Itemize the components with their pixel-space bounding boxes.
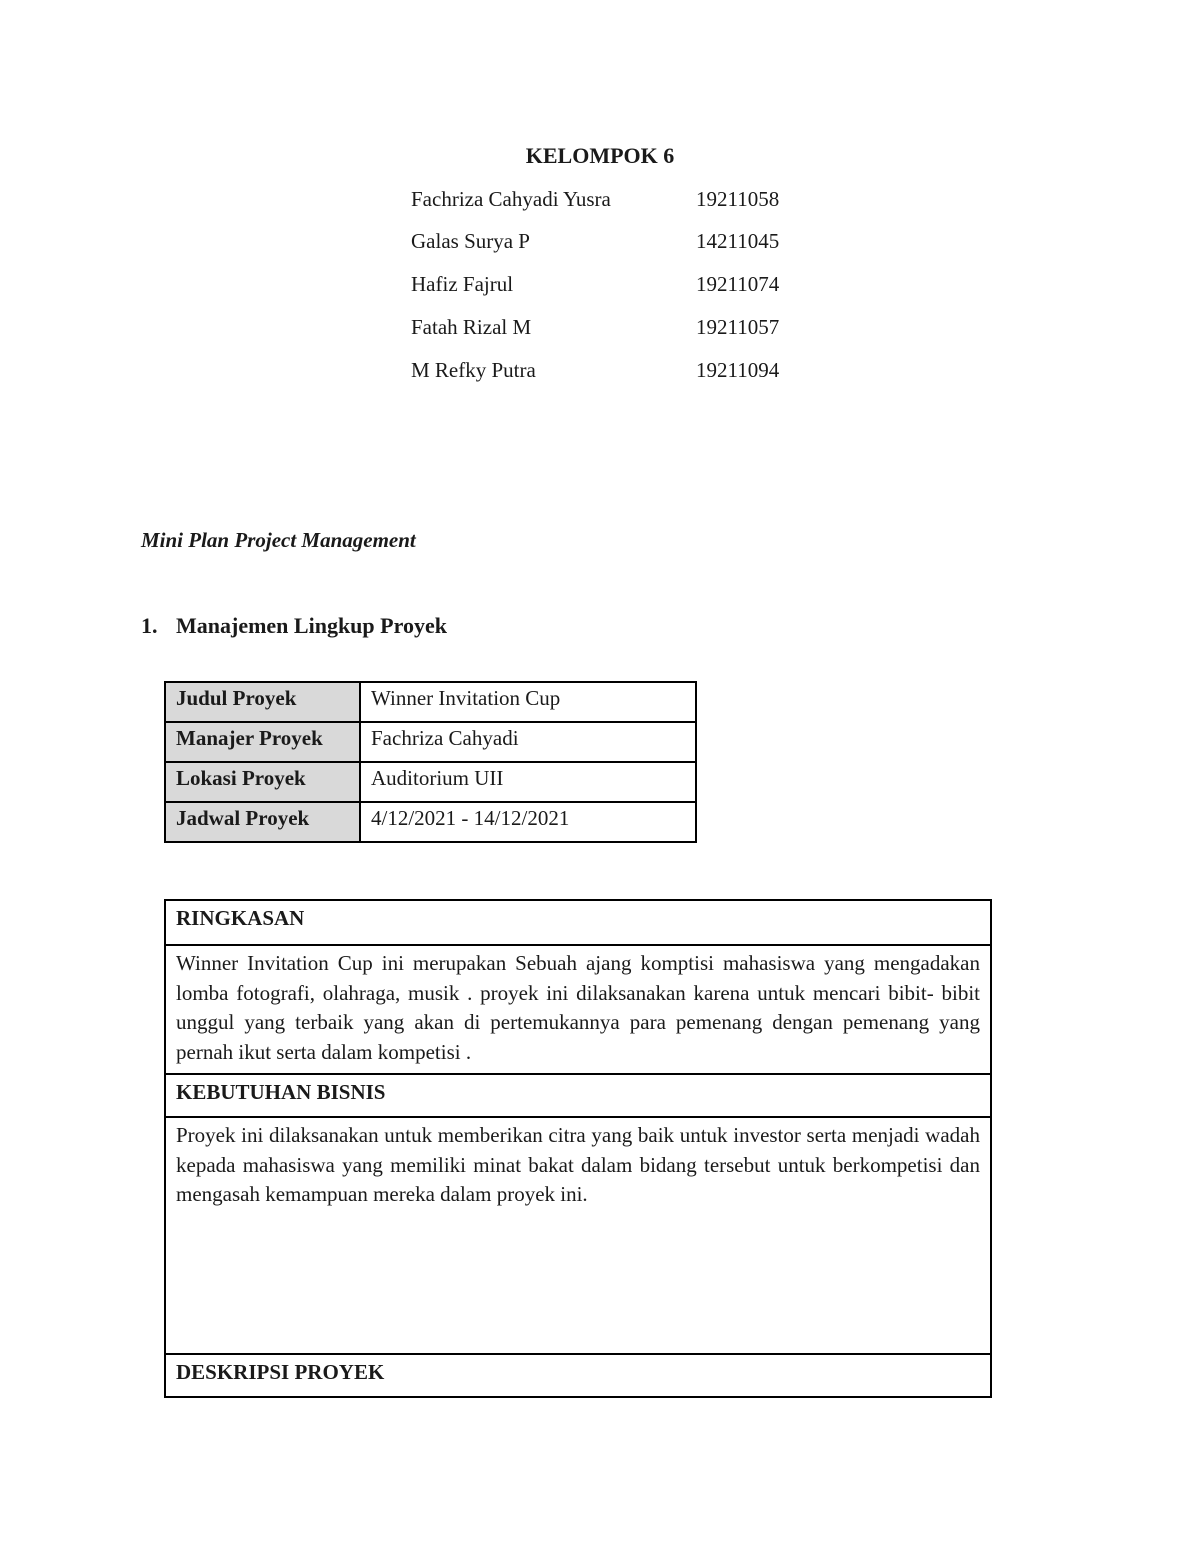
project-summary-table [164, 899, 992, 1398]
ringkasan-text: Winner Invitation Cup ini merupakan Sebuah ajang komptisi mahasiswa yang mengadakan lomba fotografi, olahraga, musik . proyek ini dilaksanakan karena untuk mencari bibit- bibit unggul yang terbaik yang akan di pertemukannya para pemenang dengan pemenang yang pernah ikut serta dalam kompetisi . [166, 944, 990, 1073]
table-row [165, 682, 696, 722]
section-heading-text: Manajemen Lingkup Proyek [176, 613, 447, 638]
kebutuhan-bisnis-heading: KEBUTUHAN BISNIS [166, 1073, 990, 1116]
project-info-table [164, 681, 697, 843]
deskripsi-proyek-heading: DESKRIPSI PROYEK [166, 1353, 990, 1396]
member-name: M Refky Putra [411, 358, 536, 382]
project-info-value: Auditorium UII [360, 762, 696, 802]
project-info-value: Winner Invitation Cup [360, 682, 696, 722]
ringkasan-heading: RINGKASAN [176, 906, 305, 930]
section-number: 1. [141, 613, 158, 638]
project-info-label: Judul Proyek [165, 682, 360, 722]
member-name: Hafiz Fajrul [411, 272, 514, 296]
member-row [411, 356, 831, 384]
member-id: 19211058 [696, 187, 780, 211]
project-info-value: Fachriza Cahyadi [360, 722, 696, 762]
project-info-label: Manajer Proyek [165, 722, 360, 762]
table-row [165, 802, 696, 842]
kebutuhan-bisnis-text: Proyek ini dilaksanakan untuk memberikan citra yang baik untuk investor serta menjadi wadah kepada mahasiswa yang memiliki minat bakat dalam bidang tersebut untuk berkompetisi dan mengasah kemampuan mereka dalam proyek ini. [166, 1116, 990, 1353]
project-info-value: 4/12/2021 - 14/12/2021 [360, 802, 696, 842]
document-title: Mini Plan Project Management [141, 528, 416, 552]
member-row [411, 313, 831, 341]
member-row [411, 227, 831, 255]
table-row [165, 722, 696, 762]
table-row [165, 762, 696, 802]
member-row [411, 270, 831, 298]
member-id: 19211094 [696, 358, 780, 382]
member-name: Galas Surya P [411, 229, 530, 253]
project-info-label: Jadwal Proyek [165, 802, 360, 842]
member-id: 14211045 [696, 229, 780, 253]
member-id: 19211057 [696, 315, 780, 339]
member-name: Fachriza Cahyadi Yusra [411, 187, 611, 211]
section-heading [141, 612, 447, 640]
group-title: KELOMPOK 6 [525, 143, 675, 168]
member-id: 19211074 [696, 272, 780, 296]
project-info-label: Lokasi Proyek [165, 762, 360, 802]
member-name: Fatah Rizal M [411, 315, 532, 339]
member-row [411, 185, 831, 213]
